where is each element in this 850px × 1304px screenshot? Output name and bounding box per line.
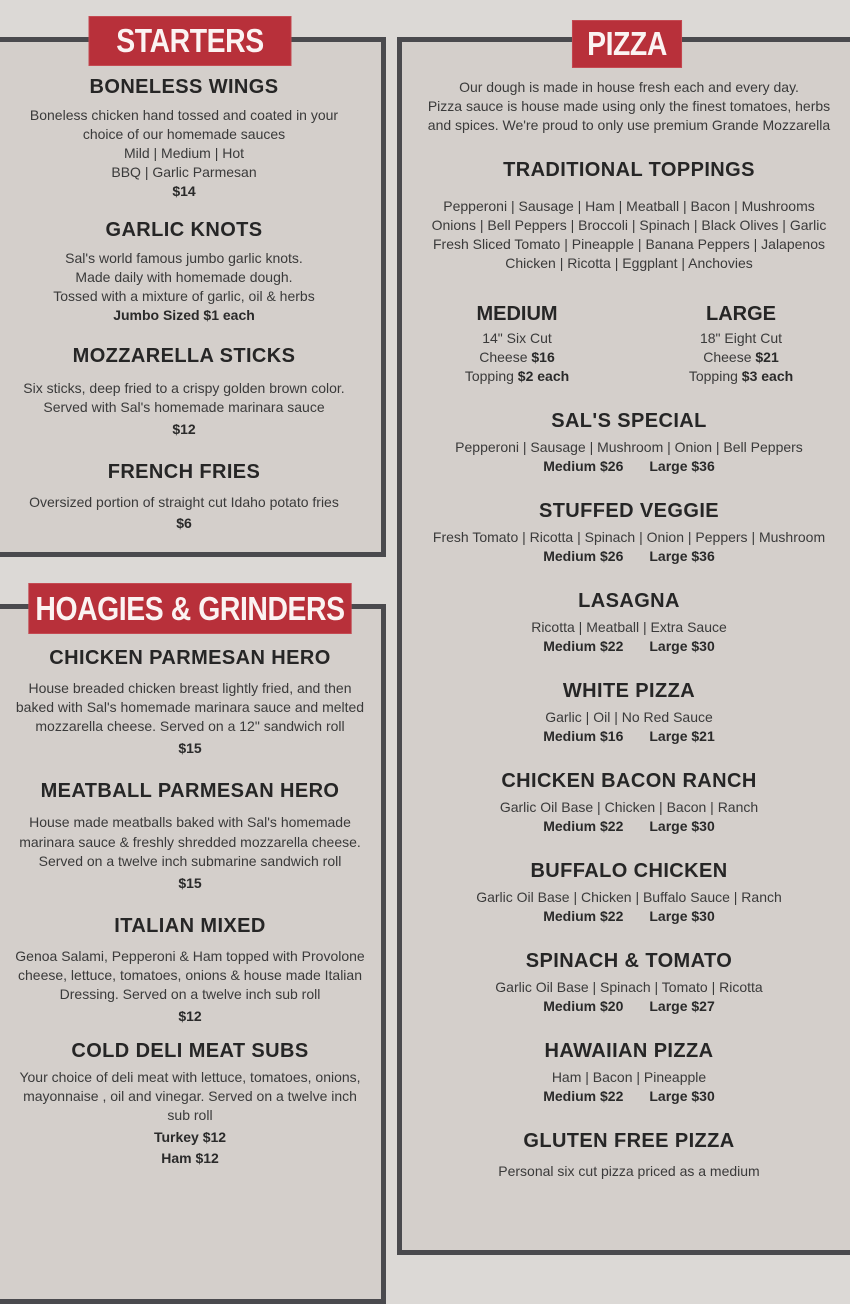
item-price-ham: Ham $12 (161, 1150, 219, 1166)
toppings-line: Chicken | Ricotta | Eggplant | Anchovies (505, 255, 753, 271)
item-description: cheese, lettuce, tomatoes, onions & house made Italian (18, 967, 362, 983)
item-price: $14 (172, 183, 196, 199)
size-cheese (417, 348, 617, 367)
item-prices (405, 907, 850, 926)
item-title: GARLIC KNOTS (105, 219, 263, 241)
item-description: Genoa Salami, Pepperoni & Ham topped with Provolone (15, 948, 365, 964)
intro-line: and spices. We're proud to only use premium Grande Mozzarella (427, 117, 831, 133)
large-price: Large $30 (649, 908, 715, 924)
item-description: marinara sauce & freshly shredded mozzarella cheese. (19, 834, 361, 850)
item-description: baked with Sal's homemade marinara sauce and melted (15, 699, 365, 715)
item-description: mayonnaise , oil and vinegar. Served on a twelve inch (23, 1088, 357, 1104)
pizza-banner: PIZZA (572, 20, 682, 68)
medium-price: Medium $26 (543, 458, 624, 474)
specialty-white-pizza (405, 678, 850, 746)
starters-list (0, 74, 368, 551)
item-title: CHICKEN PARMESAN HERO (49, 647, 331, 669)
item-title: MEATBALL PARMESAN HERO (40, 780, 340, 802)
item-title: GLUTEN FREE PIZZA (523, 1130, 735, 1152)
item-description: sub roll (167, 1107, 213, 1123)
item-toppings: Garlic | Oil | No Red Sauce (545, 709, 713, 725)
cheese-label: Cheese (703, 349, 752, 365)
item-description: Personal six cut pizza priced as a medium (498, 1163, 760, 1179)
item-description: Six sticks, deep fried to a crispy golden brown color. (23, 380, 345, 396)
item-price: Jumbo Sized $1 each (113, 307, 255, 323)
item-title: STUFFED VEGGIE (538, 500, 720, 522)
size-medium (417, 301, 617, 386)
item-description: Made daily with homemade dough. (75, 269, 293, 285)
cheese-price: $16 (531, 349, 555, 365)
item-description: Boneless chicken hand tossed and coated in your (29, 107, 339, 123)
topping-price: $2 each (517, 368, 570, 384)
item-title: LASAGNA (578, 590, 680, 612)
item-title: ITALIAN MIXED (114, 915, 266, 937)
item-price: $15 (178, 875, 202, 891)
size-large (641, 301, 841, 386)
size-cut: 18" Eight Cut (699, 330, 783, 346)
medium-price: Medium $22 (543, 908, 624, 924)
intro-line: Our dough is made in house fresh each and every day. (459, 79, 799, 95)
item-toppings: Ricotta | Meatball | Extra Sauce (531, 619, 727, 635)
item-description: Dressing. Served on a twelve inch sub roll (59, 986, 321, 1002)
item-title: FRENCH FRIES (107, 461, 261, 483)
menu-item-mozzarella-sticks (0, 343, 368, 439)
item-title: SAL'S SPECIAL (551, 410, 707, 432)
item-price: $12 (178, 1008, 202, 1024)
item-price: $6 (176, 515, 192, 531)
size-title: MEDIUM (476, 303, 558, 325)
item-description: BBQ | Garlic Parmesan (111, 164, 257, 180)
traditional-toppings (405, 157, 850, 273)
item-description: Served with Sal's homemade marinara sauce (43, 399, 325, 415)
item-description: Served on a twelve inch submarine sandwich roll (38, 853, 342, 869)
large-price: Large $30 (649, 638, 715, 654)
toppings-title: TRADITIONAL TOPPINGS (503, 159, 755, 181)
specialty-chicken-bacon-ranch (405, 768, 850, 836)
menu-item-cold-deli-meat-subs (0, 1038, 380, 1169)
menu-item-french-fries (0, 459, 368, 533)
menu-item-italian-mixed (0, 913, 380, 1026)
topping-price: $3 each (741, 368, 794, 384)
toppings-line: Fresh Sliced Tomato | Pineapple | Banana Peppers | Jalapenos (432, 236, 825, 252)
specialty-spinach-tomato (405, 948, 850, 1016)
large-price: Large $30 (649, 1088, 715, 1104)
menu-item-boneless-wings (0, 74, 368, 201)
item-prices (405, 817, 850, 836)
item-title: BUFFALO CHICKEN (530, 860, 728, 882)
hoagies-list (0, 645, 380, 1187)
item-price-turkey: Turkey $12 (153, 1129, 227, 1145)
topping-label: Topping (464, 368, 514, 384)
item-toppings: Garlic Oil Base | Spinach | Tomato | Ricotta (495, 979, 763, 995)
item-description: Tossed with a mixture of garlic, oil & herbs (53, 288, 315, 304)
item-description: Your choice of deli meat with lettuce, tomatoes, onions, (19, 1069, 361, 1085)
medium-price: Medium $22 (543, 818, 624, 834)
medium-price: Medium $22 (543, 1088, 624, 1104)
specialty-hawaiian-pizza (405, 1038, 850, 1106)
toppings-line: Onions | Bell Peppers | Broccoli | Spinach | Black Olives | Garlic (431, 217, 827, 233)
item-description: Mild | Medium | Hot (123, 145, 245, 161)
item-title: MOZZARELLA STICKS (72, 345, 296, 367)
item-prices (405, 1087, 850, 1106)
item-prices (405, 457, 850, 476)
menu-item-chicken-parmesan-hero (0, 645, 380, 758)
item-title: BONELESS WINGS (89, 76, 279, 98)
item-description: Oversized portion of straight cut Idaho potato fries (29, 494, 339, 510)
menu-item-garlic-knots (0, 217, 368, 325)
item-title: WHITE PIZZA (562, 680, 696, 702)
item-toppings: Pepperoni | Sausage | Mushroom | Onion | Bell Peppers (455, 439, 803, 455)
medium-price: Medium $16 (543, 728, 624, 744)
item-description: Sal's world famous jumbo garlic knots. (65, 250, 303, 266)
cheese-label: Cheese (479, 349, 528, 365)
item-title: COLD DELI MEAT SUBS (71, 1040, 309, 1062)
item-prices (405, 547, 850, 566)
specialty-buffalo-chicken (405, 858, 850, 926)
large-price: Large $27 (649, 998, 715, 1014)
starters-banner: STARTERS (89, 16, 292, 66)
size-topping (641, 367, 841, 386)
medium-price: Medium $22 (543, 638, 624, 654)
medium-price: Medium $26 (543, 548, 624, 564)
specialty-stuffed-veggie (405, 498, 850, 566)
large-price: Large $21 (649, 728, 715, 744)
item-description: House breaded chicken breast lightly fried, and then (28, 680, 352, 696)
item-price: $12 (172, 421, 196, 437)
hoagies-banner: HOAGIES & GRINDERS (28, 583, 351, 634)
large-price: Large $30 (649, 818, 715, 834)
item-toppings: Fresh Tomato | Ricotta | Spinach | Onion | Peppers | Mushroom (432, 529, 826, 545)
pizza-sizes (405, 301, 850, 386)
item-toppings: Garlic Oil Base | Chicken | Buffalo Sauce | Ranch (476, 889, 782, 905)
item-toppings: Garlic Oil Base | Chicken | Bacon | Ranch (499, 799, 759, 815)
specialty-lasagna (405, 588, 850, 656)
size-cheese (641, 348, 841, 367)
item-prices (405, 727, 850, 746)
item-title: HAWAIIAN PIZZA (544, 1040, 714, 1062)
item-title: SPINACH & TOMATO (525, 950, 733, 972)
size-cut: 14" Six Cut (482, 330, 552, 346)
size-title: LARGE (706, 303, 776, 325)
topping-label: Topping (688, 368, 738, 384)
item-prices (405, 997, 850, 1016)
specialty-sals-special (405, 408, 850, 476)
large-price: Large $36 (649, 458, 715, 474)
item-description: mozzarella cheese. Served on a 12" sandwich roll (35, 718, 345, 734)
pizza-list (405, 78, 850, 1203)
item-price: $15 (178, 740, 202, 756)
large-price: Large $36 (649, 548, 715, 564)
toppings-line: Pepperoni | Sausage | Ham | Meatball | Bacon | Mushrooms (443, 198, 815, 214)
menu-item-meatball-parmesan-hero (0, 778, 380, 893)
item-prices (405, 637, 850, 656)
size-topping (417, 367, 617, 386)
specialty-gluten-free (405, 1128, 850, 1181)
medium-price: Medium $20 (543, 998, 624, 1014)
cheese-price: $21 (755, 349, 779, 365)
pizza-intro (405, 78, 850, 135)
item-toppings: Ham | Bacon | Pineapple (551, 1069, 707, 1085)
item-title: CHICKEN BACON RANCH (501, 770, 757, 792)
intro-line: Pizza sauce is house made using only the finest tomatoes, herbs (427, 98, 831, 114)
item-description: choice of our homemade sauces (82, 126, 286, 142)
item-description: House made meatballs baked with Sal's homemade (29, 814, 351, 830)
